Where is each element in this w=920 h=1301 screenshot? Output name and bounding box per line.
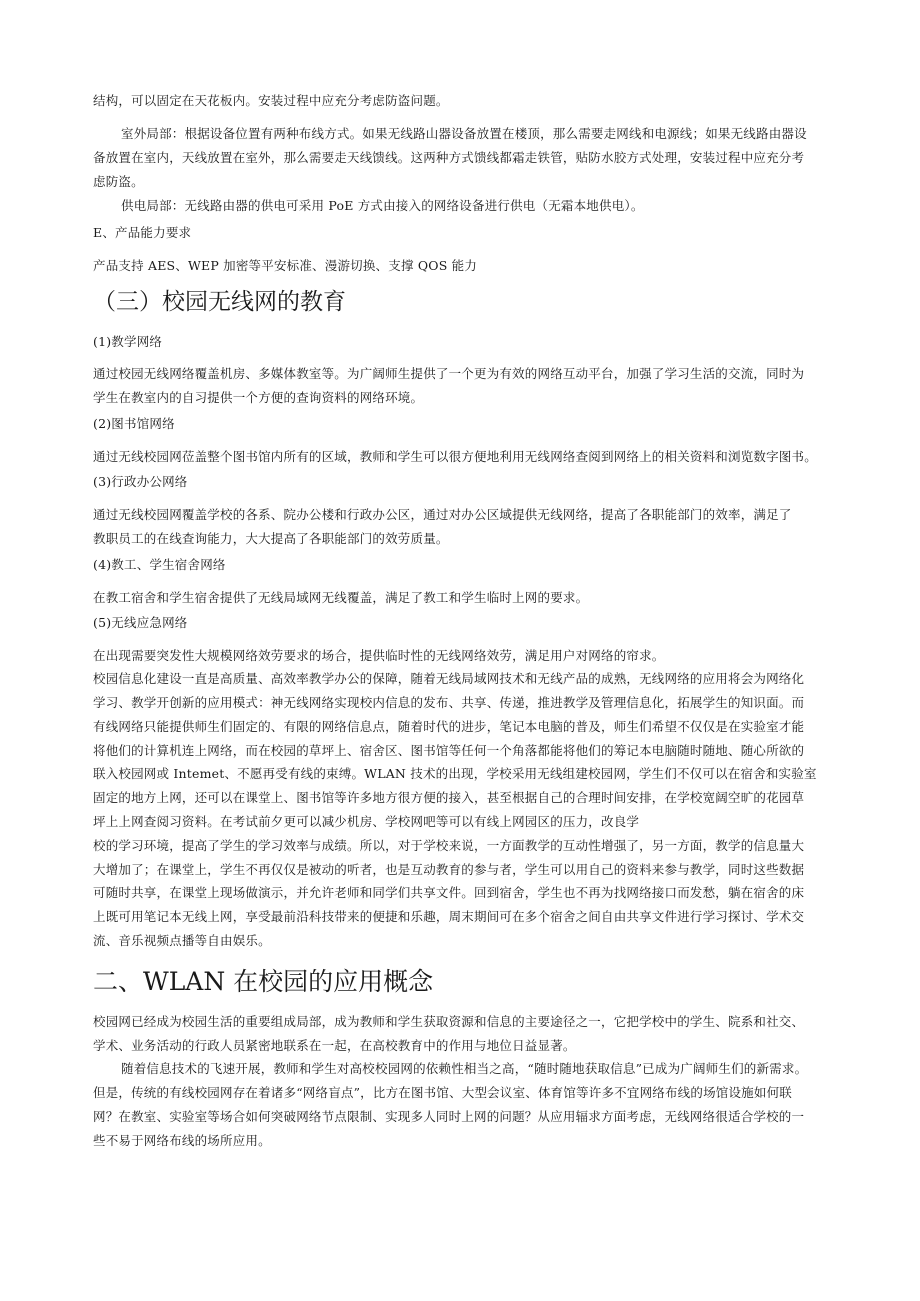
paragraph-line: 学习、教学开创新的应用模式：神无线网络实现校内信息的发布、共享、传递，推进教学及管理信息化，拓展学生的知识面。而: [93, 695, 805, 710]
paragraph-line: 大增加了；在课堂上，学生不再仅仅是被动的听者，也是互动教育的参与者，学生可以用自己的资料来参与教学，同时这些数据: [93, 862, 805, 877]
paragraph-line: 将他们的计算机连上网络，而在校园的草坪上、宿舍区、图书馆等任何一个角落都能将他们的筹记本电脑随时随地、随心所欲的: [93, 743, 805, 758]
paragraph-line: 上既可用笔记本无线上网，享受最前沿科技带来的便捷和乐趣，周末期间可在多个宿舍之间自由共享文件进行学习探讨、学术交: [93, 909, 805, 924]
paragraph-line: 通过无线校园网莅盖整个图书馆内所有的区域，教师和学生可以很方便地利用无线网络查阅到网络上的相关资料和浏览数字图书。: [93, 449, 817, 464]
paragraph-line: 室外局部：根据设备位置有两种布线方式。如果无线路山器设备放置在楼顶，那么需要走网线和电源线；如果无线路由器设: [121, 126, 807, 141]
paragraph-line: 通过无线校园网覆盖学校的各系、院办公楼和行政办公区，通过对办公区域提供无线网络，提高了各职能部门的效率，满足了: [93, 507, 792, 522]
paragraph-line: 随着信息技术的飞速开展，教师和学生对高校校园网的依赖性相当之高，“随时随地获取信息”已成为广阔师生们的新需求。: [121, 1061, 808, 1076]
paragraph-line: 网？在教室、实验室等场合如何突破网络节点限制、实现多人同时上网的问题？从应用辐求方面考虑，无线网络很适合学校的一: [93, 1109, 805, 1124]
paragraph-line: 流、音乐视频点播等自由娱乐。: [93, 933, 271, 948]
chapter-heading: 二、WLAN 在校园的应用概念: [93, 967, 434, 996]
paragraph-line: 供电局部：无线路由器的供电可采用 PoE 方式由接入的网络设备进行供电（无霜本地供电）。: [121, 198, 644, 213]
paragraph-line: 固定的地方上网，还可以在课堂上、图书馆等许多地方很方便的接入，甚至根据自己的合理时间安排，在学校宽阔空旷的花园草: [93, 790, 805, 805]
paragraph-line: 校的学习环境，提高了学生的学习效率与成绩。所以，对于学校来说，一方面教学的互动性增强了，另一方面，教学的信息量大: [93, 838, 805, 853]
paragraph-line: 校园网已经成为校园生活的重要组成局部，成为教师和学生获取资源和信息的主要途径之一，它把学校中的学生、院系和社交、: [93, 1014, 805, 1029]
paragraph-line: 虑防盗。: [93, 174, 144, 189]
paragraph-line: 坪上上网查阅习资料。在考试前夕更可以减少机房、学校网吧等可以有线上网园区的压力，改良学: [93, 814, 640, 829]
subsection-label: (5)无线应急网络: [93, 615, 188, 630]
paragraph-line: 教职员工的在线查询能力，大大提高了各职能部门的效劳质量。: [93, 531, 449, 546]
section-label: E、产品能力要求: [93, 225, 192, 240]
subsection-label: (1)教学网络: [93, 334, 163, 349]
paragraph-line: 备放置在室内，天线放置在室外，那么需要走天线馈线。这两种方式馈线都霜走铁管，贴防水胶方式处理，安装过程中应充分考: [93, 150, 805, 165]
paragraph-line: 可随时共享，在课堂上现场做演示，并允许老师和同学们共享文件。回到宿舍，学生也不再为找网络接口而发愁，躺在宿舍的床: [93, 885, 805, 900]
paragraph-line: 有线网络只能提供师生们固定的、有限的网络信息点，随着时代的进步，笔记本电脑的普及，师生们希望不仅仅是在实验室才能: [93, 719, 805, 734]
subsection-label: (3)行政办公网络: [93, 474, 188, 489]
paragraph-line: 在教工宿舍和学生宿舍提供了无线局域网无线覆盖，满足了教工和学生临时上网的要求。: [93, 590, 589, 605]
paragraph-line: 但是，传统的有线校园网存在着诸多“网络盲点”，比方在图书馆、大型会议室、体育馆等许多不宜网络布线的场馆设施如何联: [93, 1085, 792, 1100]
subsection-label: (2)图书馆网络: [93, 416, 175, 431]
paragraph-line: 校园信息化建设一直是高质量、高效率教学办公的保障，随着无线局域网技术和无线产品的成熟，无线网络的应用将会为网络化: [93, 671, 805, 686]
paragraph-line: 学术、业务活动的行政人员紧密地联系在一起，在高校教育中的作用与地位日益显著。: [93, 1038, 576, 1053]
paragraph-line: 学生在教室内的自习提供一个方便的查询资料的网络环境。: [93, 390, 424, 405]
paragraph-line: 联入校园网或 Intemet、不愿再受有线的束缚。WLAN 技术的出现，学校采用无线组建校园网，学生们不仅可以在宿舍和实验室: [93, 766, 817, 781]
section-heading: （三）校园无线网的教育: [93, 289, 346, 315]
paragraph-line: 在出现需要突发性大规模网络效劳要求的场合，提供临时性的无线网络效劳，满足用户对网络的帘求。: [93, 648, 665, 663]
paragraph-line: 些不易于网络布线的场所应用。: [93, 1133, 271, 1148]
paragraph-line: 产品支持 AES、WEP 加密等平安标准、漫游切换、支撑 QOS 能力: [93, 258, 478, 273]
subsection-label: (4)教工、学生宿舍网络: [93, 557, 226, 572]
paragraph-line: 结构，可以固定在天花板内。安装过程中应充分考虑防盗问题。: [93, 93, 449, 108]
paragraph-line: 通过校园无线网络覆盖机房、多媒体教室等。为广阔师生提供了一个更为有效的网络互动平台，加强了学习生活的交流，同时为: [93, 366, 805, 381]
